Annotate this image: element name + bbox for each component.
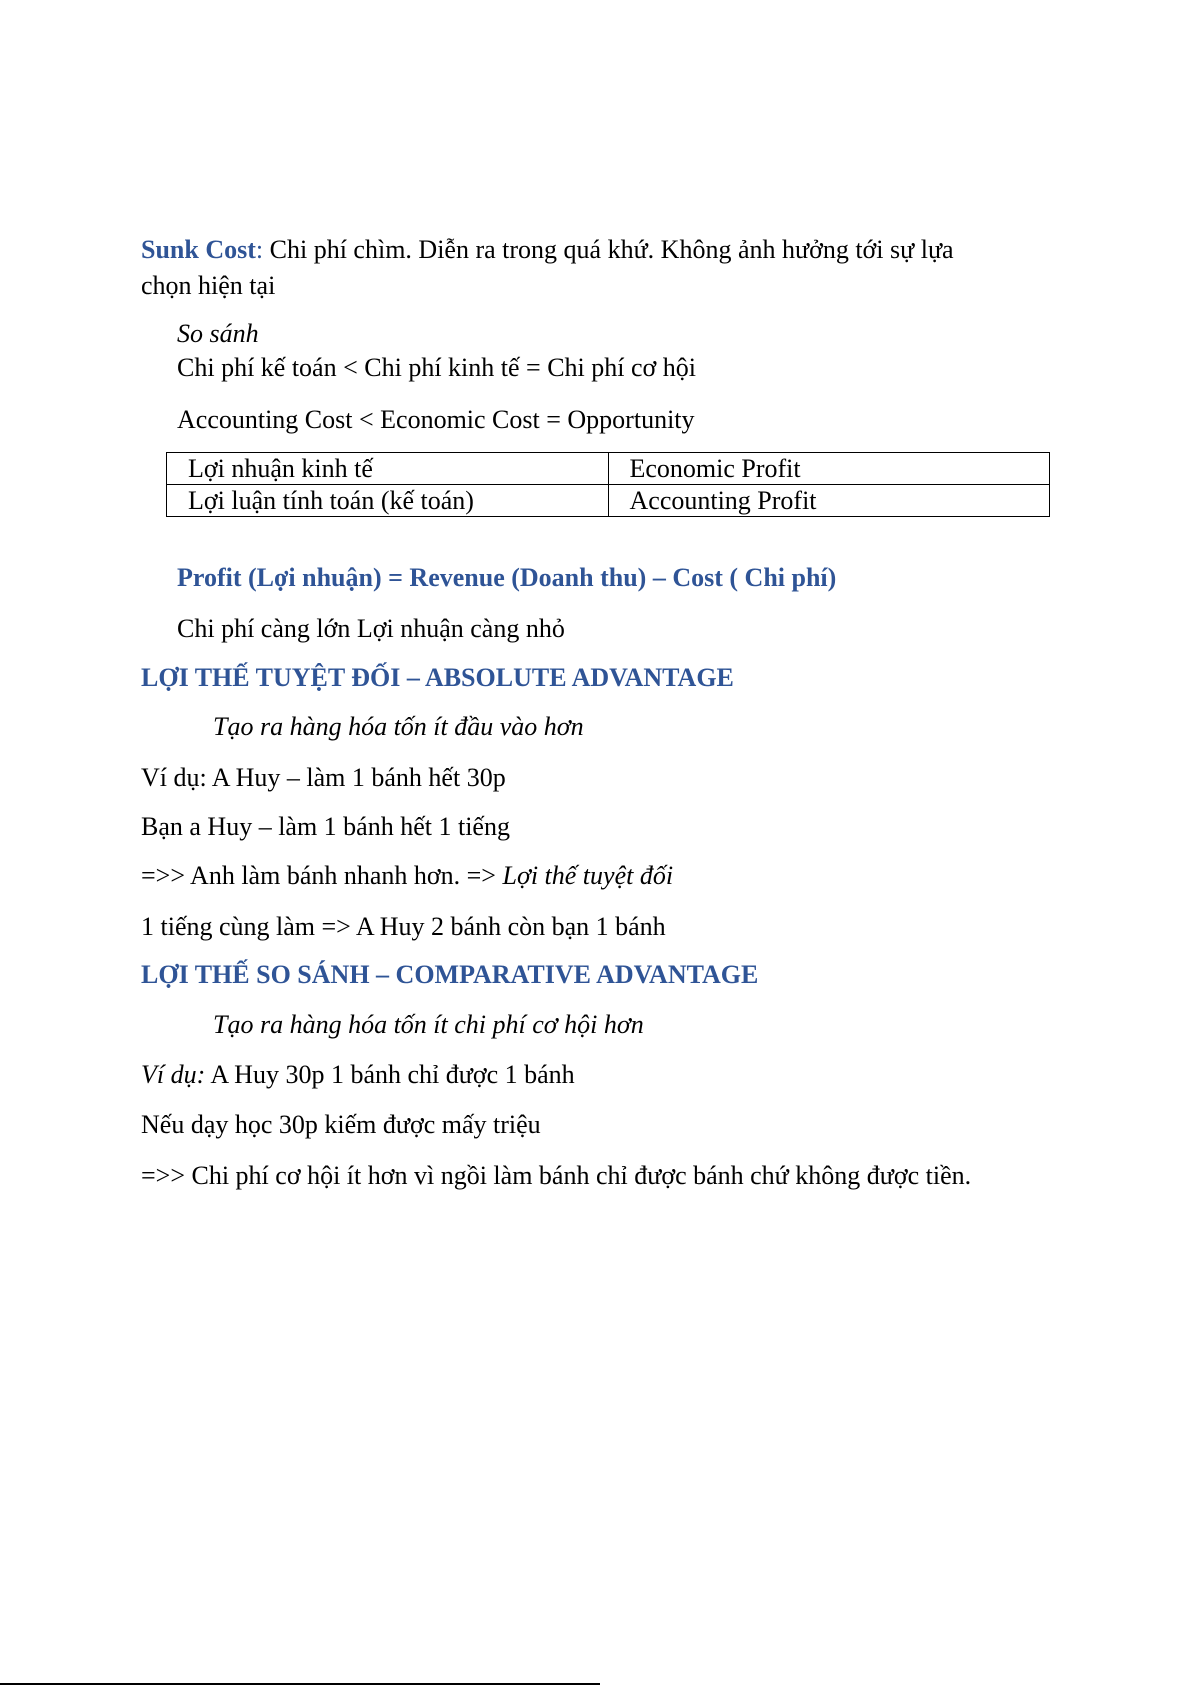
compare-en: Accounting Cost < Economic Cost = Opportunity — [177, 405, 695, 434]
example-label: Ví dụ: — [141, 1060, 206, 1089]
comparative-definition: Tạo ra hàng hóa tốn ít chi phí cơ hội hơn — [213, 1010, 644, 1039]
profit-note: Chi phí càng lớn Lợi nhuận càng nhỏ — [177, 614, 565, 643]
table-cell: Lợi nhuận kinh tế — [167, 453, 609, 485]
table-row — [167, 453, 1050, 485]
sunk-cost-text: Chi phí chìm. Diễn ra trong quá khứ. Không ảnh hưởng tới sự lựa — [263, 235, 954, 264]
comparative-conclusion: =>> Chi phí cơ hội ít hơn vì ngồi làm bánh chỉ được bánh chứ không được tiền. — [141, 1161, 972, 1190]
absolute-example-3: 1 tiếng cùng làm => A Huy 2 bánh còn bạn 1 bánh — [141, 912, 666, 941]
profit-table — [166, 452, 1050, 517]
conclusion-text: =>> Anh làm bánh nhanh hơn. => — [141, 861, 503, 890]
comparative-example-2: Nếu dạy học 30p kiếm được mấy triệu — [141, 1110, 541, 1139]
compare-label: So sánh — [177, 319, 259, 348]
conclusion-italic: Lợi thế tuyệt đối — [502, 861, 674, 890]
compare-vi: Chi phí kế toán < Chi phí kinh tế = Chi phí cơ hội — [177, 353, 696, 382]
colon: : — [255, 235, 264, 264]
profit-formula: Profit (Lợi nhuận) = Revenue (Doanh thu) – Cost ( Chi phí) — [177, 563, 837, 592]
absolute-heading: LỢI THẾ TUYỆT ĐỐI – ABSOLUTE ADVANTAGE — [141, 663, 734, 692]
absolute-definition: Tạo ra hàng hóa tốn ít đầu vào hơn — [213, 712, 584, 741]
table-cell: Lợi luận tính toán (kế toán) — [167, 485, 609, 517]
table-row — [167, 485, 1050, 517]
comparative-heading: LỢI THẾ SO SÁNH – COMPARATIVE ADVANTAGE — [141, 960, 759, 989]
table-cell: Economic Profit — [608, 453, 1050, 485]
example-text: A Huy 30p 1 bánh chỉ được 1 bánh — [205, 1060, 575, 1089]
absolute-example-1: Ví dụ: A Huy – làm 1 bánh hết 30p — [141, 763, 506, 792]
absolute-example-2: Bạn a Huy – làm 1 bánh hết 1 tiếng — [141, 812, 510, 841]
sunk-cost-line — [141, 234, 954, 266]
sunk-cost-term: Sunk Cost — [141, 235, 256, 264]
sunk-cost-continuation: chọn hiện tại — [141, 271, 276, 300]
table-cell: Accounting Profit — [608, 485, 1050, 517]
absolute-conclusion — [141, 860, 673, 892]
comparative-example-1 — [141, 1059, 575, 1091]
